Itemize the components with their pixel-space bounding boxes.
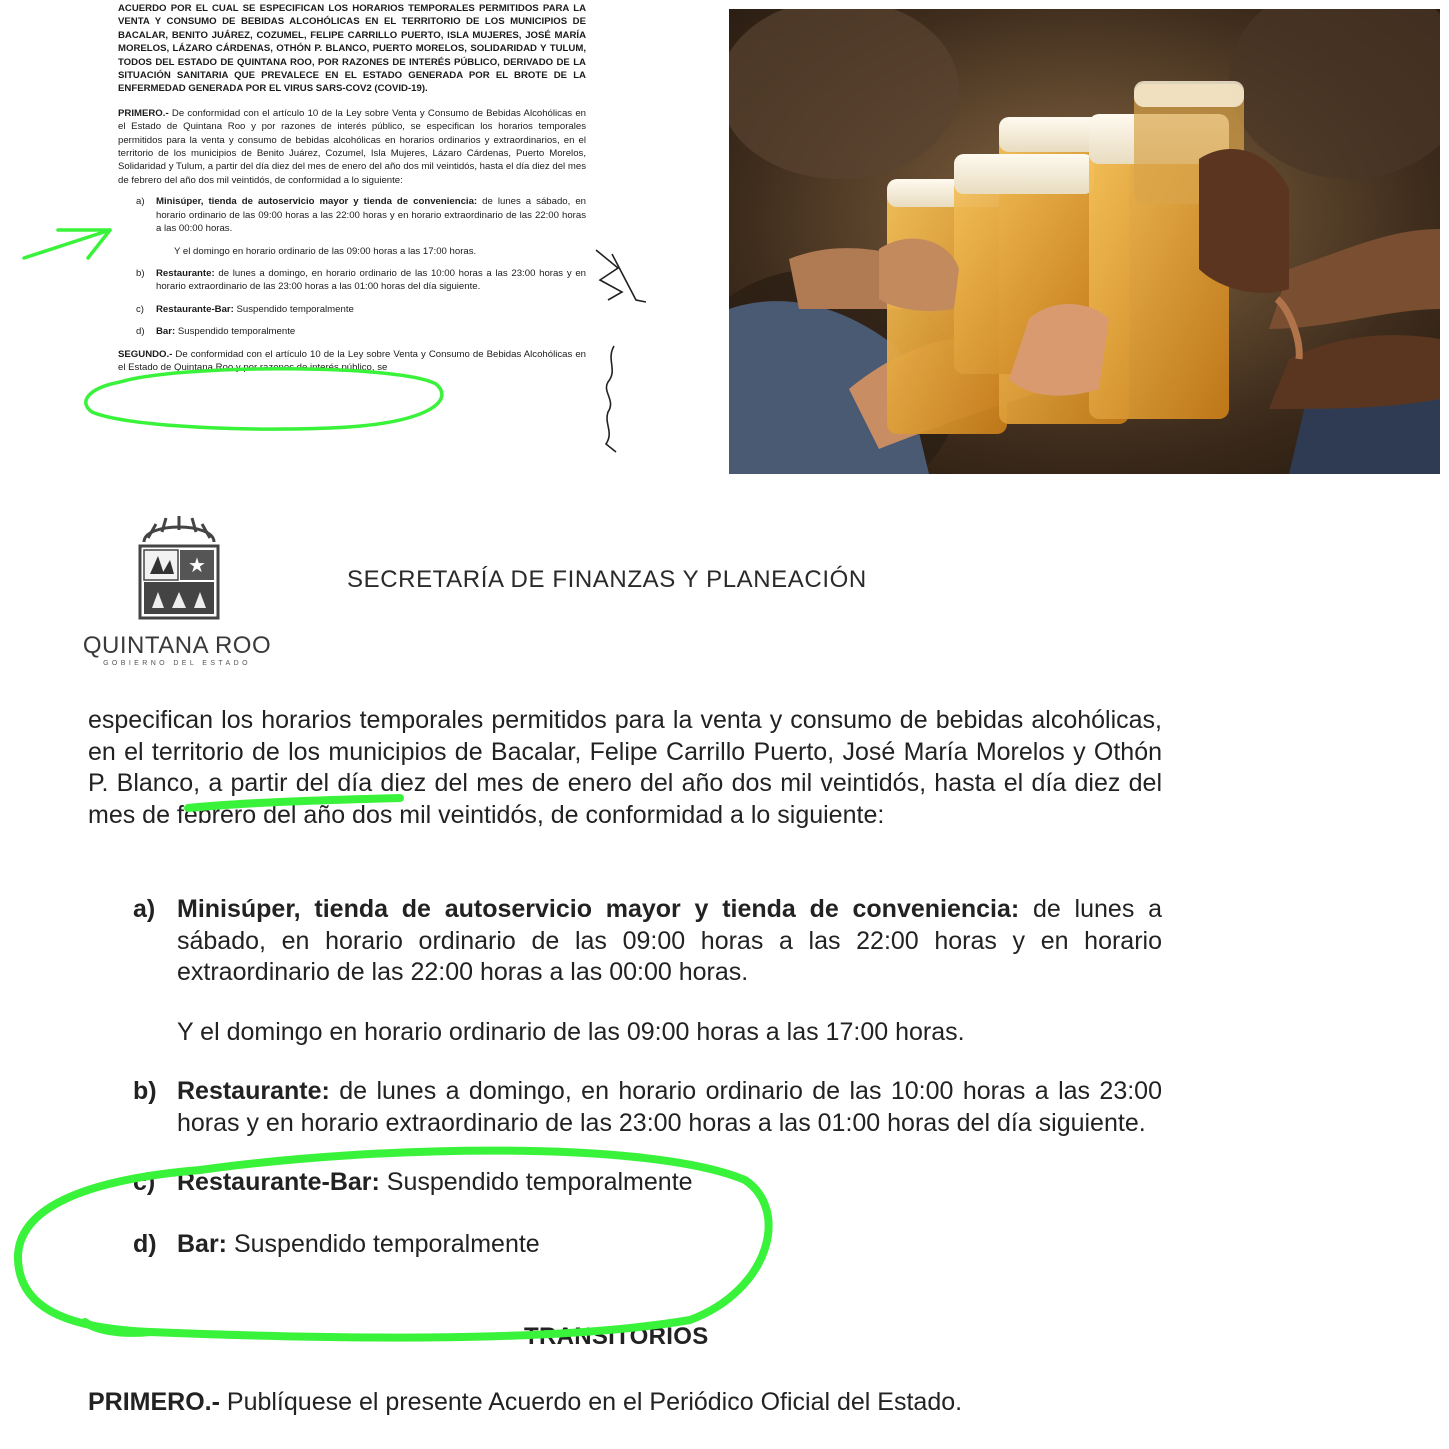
schedule-list: [133, 894, 1162, 1260]
item-letter: b): [136, 267, 145, 279]
agreement-title: ACUERDO POR EL CUAL SE ESPECIFICAN LOS HORARIOS TEMPORALES PERMITIDOS PARA LA VENTA Y CONSUMO DE BEBIDAS ALCOHÓLICAS EN EL TERRITORIO DE LOS MUNICIPIOS DE BACALAR, BENITO JUÁREZ, COZUMEL, FELIPE CARRILLO PUERTO, ISLA MUJERES, JOSÉ MARÍA MORELOS, LÁZARO CÁRDENAS, OTHÓN P. BLANCO, PUERTO MORELOS, SOLIDARIDAD Y TULUM, TODOS DEL ESTADO DE QUINTANA ROO, POR RAZONES DE INTERÉS PÚBLICO, DERIVADO DE LA SITUACIÓN SANITARIA QUE PREVALECE EN EL ESTADO GENERADA POR EL BROTE DE LA ENFERMEDAD GENERADA POR EL VIRUS SARS-COV2 (COVID-19).: [118, 3, 586, 95]
page-heading: SECRETARÍA DE FINANZAS Y PLANEACIÓN: [347, 566, 867, 593]
enlarged-document: [0, 490, 1449, 1449]
item-label: Bar:: [177, 1229, 228, 1258]
segundo-label: SEGUNDO.-: [118, 348, 173, 360]
segundo-paragraph: [118, 348, 586, 375]
handwritten-signature: [596, 340, 626, 460]
item-letter: c): [136, 303, 144, 315]
primero-paragraph: [88, 1388, 962, 1417]
item-text: Suspendido temporalmente: [233, 303, 354, 315]
item-text: de lunes a sábado, en horario ordinario de las 09:00 horas a las 22:00 horas y en horario extraordinario de las 22:00 horas a las 00:00 horas.: [177, 895, 1162, 986]
item-letter: a): [133, 895, 156, 923]
list-item: [133, 1167, 1162, 1199]
logo-name: QUINTANA ROO: [82, 632, 272, 659]
item-label: Minisúper, tienda de autoservicio mayor y tienda de conveniencia:: [177, 895, 1020, 923]
segundo-text: De conformidad con el artículo 10 de la Ley sobre Venta y Consumo de Bebidas Alcohólicas en el Estado de Quintana Roo y por razones de interés público, se: [118, 348, 586, 373]
item-text: Suspendido temporalmente: [379, 1168, 693, 1196]
primero-text: De conformidad con el artículo 10 de la Ley sobre Venta y Consumo de Bebidas Alcohólicas en el Estado de Quintana Roo y por razones de interés público, se especifican los horarios temporales permitidos para la venta y consumo de bebidas alcohólicas en horarios ordinarios y extraordinarios, en el territorio de los municipios de Benito Juárez, Cozumel, Isla Mujeres, Lázaro Cárdenas, Puerto Morelos, Solidaridad y Tulum, a partir del día diez del mes de enero del año dos mil veintidós, hasta el día diez del mes de febrero del año dos mil veintidós, de conformidad a lo siguiente:: [118, 107, 586, 186]
item-label: Minisúper, tienda de autoservicio mayor y tienda de conveniencia:: [156, 196, 478, 208]
sunday-note: Y el domingo en horario ordinario de las 09:00 horas a las 17:00 horas.: [177, 1017, 965, 1046]
item-letter: d): [136, 326, 145, 338]
item-text: de lunes a domingo, en horario ordinario de las 10:00 horas a las 23:00 horas y en horario extraordinario de las 23:00 horas a las 01:00 horas del día siguiente.: [156, 267, 586, 293]
list-item: [136, 325, 586, 338]
item-text: Suspendido temporalmente: [227, 1229, 540, 1258]
svg-text:★: ★: [188, 553, 206, 577]
primero-label: PRIMERO.-: [118, 107, 169, 119]
scanned-document-thumbnail: [0, 0, 720, 475]
scanned-document-body: [118, 0, 586, 374]
beer-glasses-illustration: [729, 9, 1440, 474]
item-text: Suspendido temporalmente: [175, 326, 296, 338]
list-item: [136, 303, 586, 316]
primero-text: Publíquese el presente Acuerdo en el Periódico Oficial del Estado.: [219, 1388, 963, 1416]
item-letter: d): [133, 1229, 157, 1258]
item-letter: b): [133, 1077, 157, 1105]
list-item: [136, 267, 586, 294]
item-label: Restaurante:: [156, 267, 215, 279]
schedule-list: [136, 195, 586, 338]
beer-toast-photo: [729, 9, 1440, 474]
green-arrow-annotation: [18, 222, 113, 267]
intro-paragraph: especifican los horarios temporales permitidos para la venta y consumo de bebidas alcohólicas, en el territorio de los municipios de Bacalar, Felipe Carrillo Puerto, José María Morelos y Othón P. Blanco, a partir del día diez del mes de enero del año dos mil veintidós, hasta el día diez del mes de febrero del año dos mil veintidós, de conformidad a lo siguiente:: [88, 706, 1162, 829]
quintana-roo-logo: [82, 512, 272, 672]
list-item: [136, 195, 586, 235]
item-letter: a): [136, 196, 145, 208]
logo-subtitle: GOBIERNO DEL ESTADO: [103, 660, 251, 667]
item-label: Restaurante-Bar:: [177, 1168, 380, 1196]
primero-paragraph: [118, 107, 586, 187]
item-text: de lunes a domingo, en horario ordinario de las 10:00 horas a las 23:00 horas y en horario extraordinario de las 23:00 horas a las 01:00 horas del día siguiente.: [177, 1077, 1162, 1137]
list-item: [133, 894, 1162, 989]
item-label: Restaurante-Bar:: [156, 303, 234, 315]
item-label: Bar:: [156, 326, 176, 338]
state-coat-of-arms-icon: [134, 512, 224, 622]
item-label: Restaurante:: [177, 1077, 330, 1105]
list-item: [133, 1229, 1162, 1261]
transitorios-heading: TRANSITORIOS: [524, 1323, 709, 1350]
item-letter: c): [133, 1168, 156, 1196]
sunday-note: Y el domingo en horario ordinario de las 09:00 horas a las 17:00 horas.: [174, 245, 477, 257]
primero-label: PRIMERO.-: [88, 1388, 220, 1416]
list-item: [133, 1076, 1162, 1139]
handwritten-signature: [588, 240, 648, 310]
item-text: de lunes a sábado, en horario ordinario de las 09:00 horas a las 22:00 horas y en horario extraordinario de las 22:00 horas a las 00:00 horas.: [156, 196, 586, 235]
